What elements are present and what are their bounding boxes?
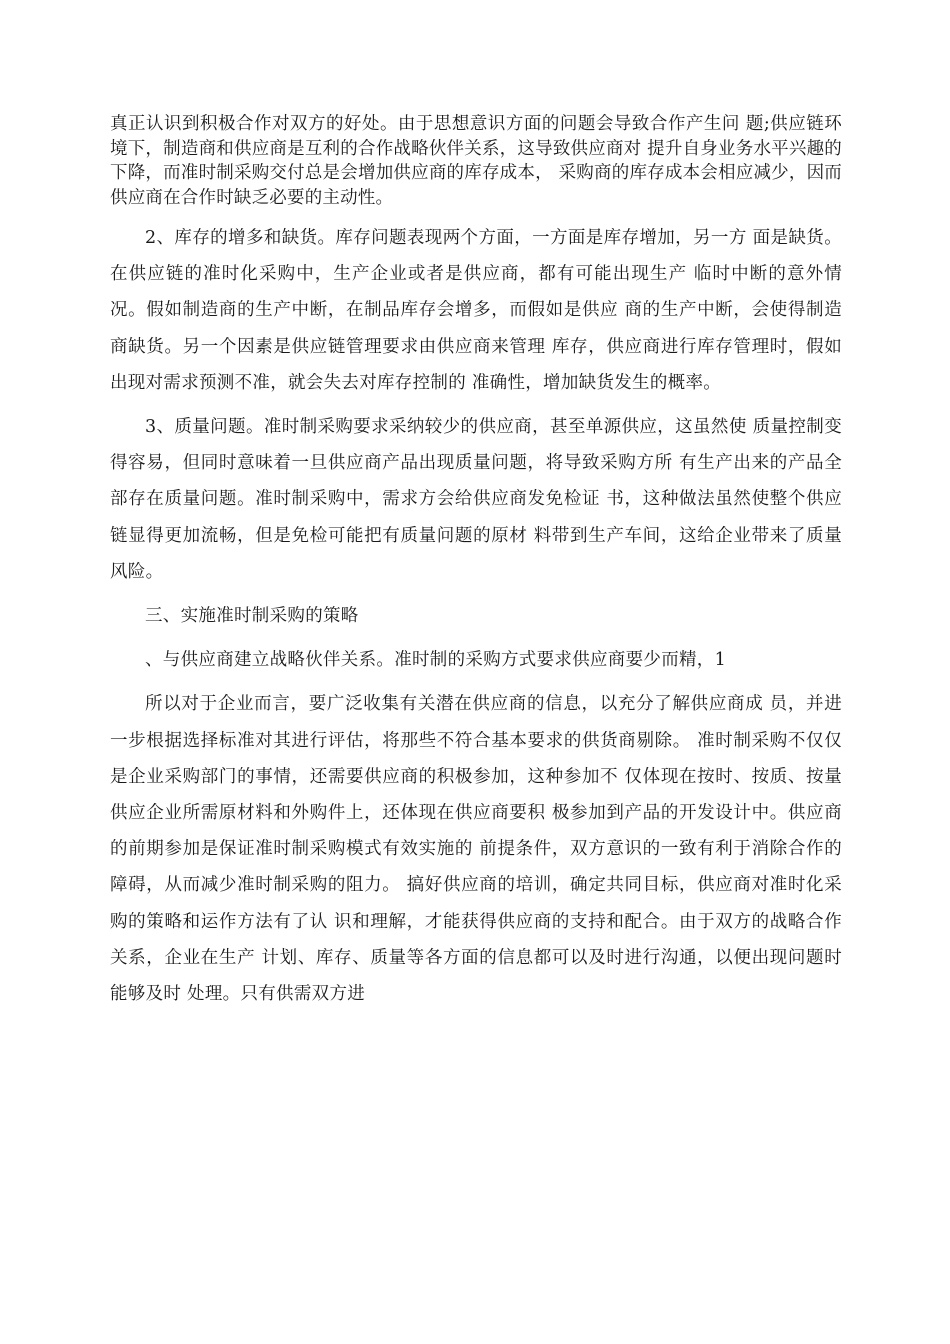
paragraph-strategy: 所以对于企业而言，要广泛收集有关潜在供应商的信息，以充分了解供应商成 员，并进一步根据选择标准对其进行评估，将那些不符合基本要求的供货商剔除。 准时制采购不仅仅是企业采购部门的事情，还需要供应商的积极参加，这种参加不 仅体现在按时、按质、按量供应企业所需原材料和外购件上，还体现在供应商要积 极参加到产品的开发设计中。供应商的前期参加是保证准时制采购模式有效实施的 前提条件，双方意识的一致有利于消除合作的障碍，从而减少准时制采购的阻力。 搞好供应商的培训，确定共同目标，供应商对准时化采购的策略和运作方法有了认 识和理解，才能获得供应商的支持和配合。由于双方的战略合作关系，企业在生产 计划、库存、质量等各方面的信息都可以及时进行沟通，以便出现问题时能够及时 处理。只有供需双方进 <box>110 694 842 1005</box>
document-page <box>110 112 842 1012</box>
intro-paragraph: 真正认识到积极合作对双方的好处。由于思想意识方面的问题会导致合作产生问 题;供应链环境下，制造商和供应商是互利的合作战略伙伴关系，这导致供应商对 提升自身业务水平兴趣的下降，而准时制采购交付总是会增加供应商的库存成本， 采购商的库存成本会相应减少，因而供应商在合作时缺乏必要的主动性。 <box>110 114 842 208</box>
paragraph-quality: 3、质量问题。准时制采购要求采纳较少的供应商，甚至单源供应，这虽然使 质量控制变得容易，但同时意味着一旦供应商产品出现质量问题，将导致采购方所 有生产出来的产品全部存在质量问题。准时制采购中，需求方会给供应商发免检证 书，这种做法虽然使整个供应链显得更加流畅，但是免检可能把有质量问题的原材 料带到生产车间，这给企业带来了质量风险。 <box>110 417 842 582</box>
section-heading: 三、实施准时制采购的策略 <box>145 606 359 627</box>
strategy-line: 、与供应商建立战略伙伴关系。准时制的采购方式要求供应商要少而精，1 <box>145 650 727 671</box>
paragraph-inventory: 2、库存的增多和缺货。库存问题表现两个方面，一方面是库存增加，另一方 面是缺货。在供应链的准时化采购中，生产企业或者是供应商，都有可能出现生产 临时中断的意外情况。假如制造商的生产中断，在制品库存会增多，而假如是供应 商的生产中断，会使得制造商缺货。另一个因素是供应链管理要求由供应商来管理 库存，供应商进行库存管理时，假如出现对需求预测不准，就会失去对库存控制的 准确性，增加缺货发生的概率。 <box>110 228 842 393</box>
